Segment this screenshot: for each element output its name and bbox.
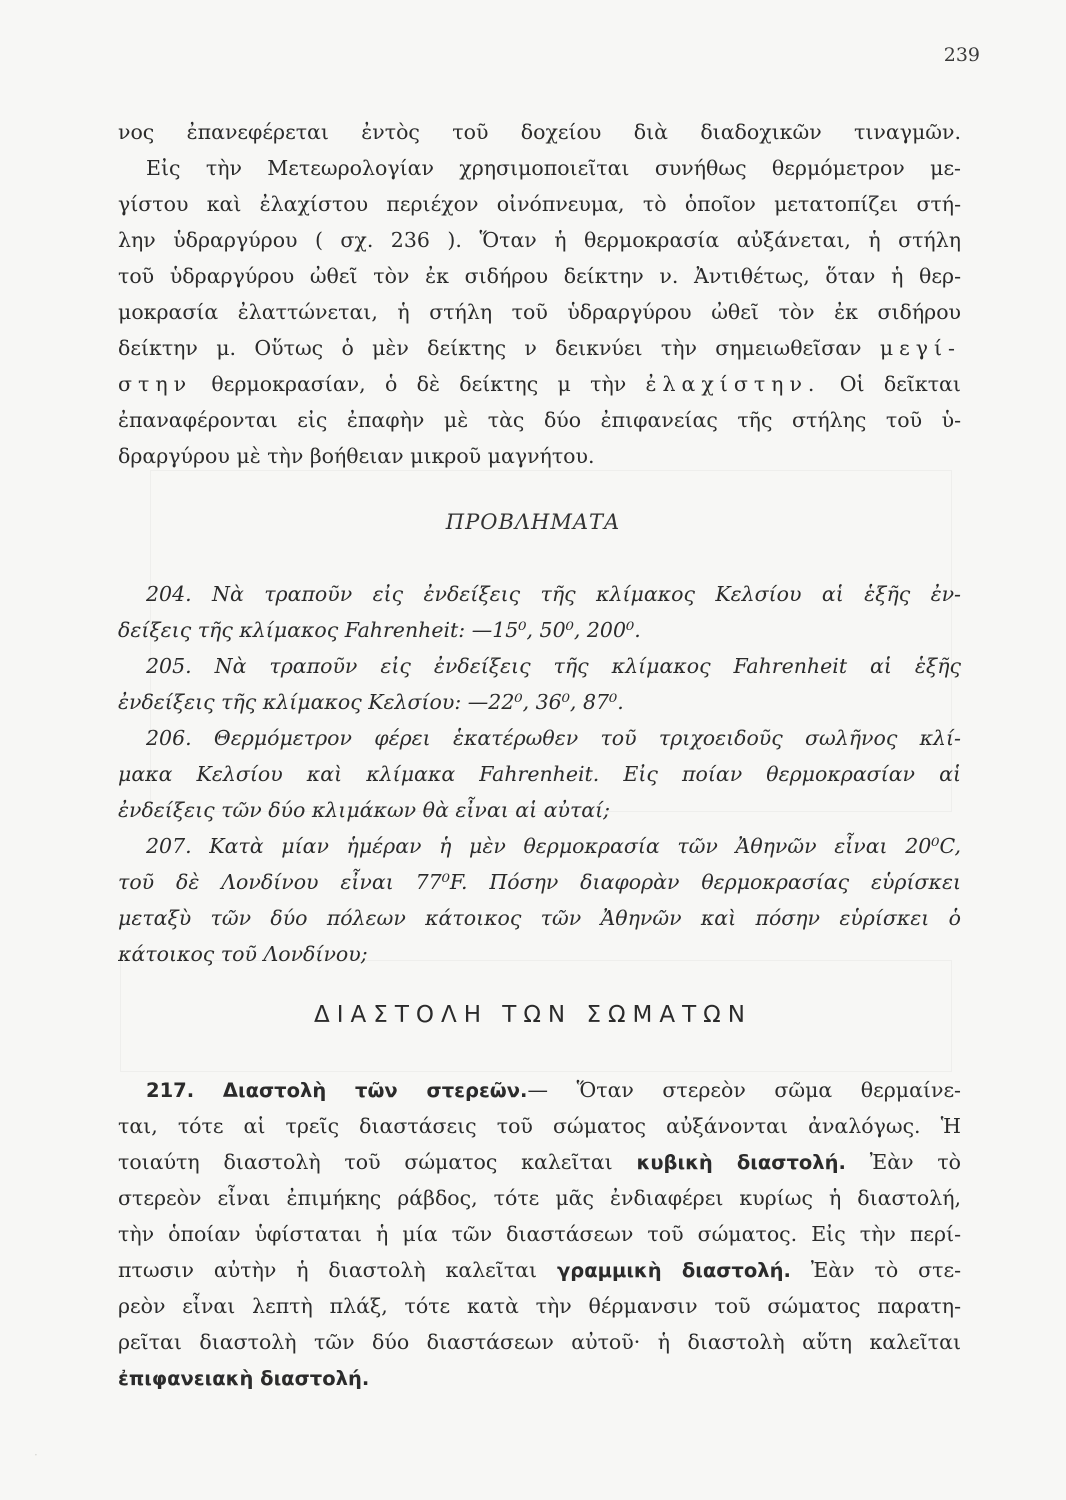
- text-line: [118, 1252, 961, 1288]
- text-line: τοῦ ὑδραργύρου ὠθεῖ τὸν ἐκ σιδήρου δείκτην ν. Ἀντιθέτως, ὅταν ἡ θερ-: [118, 264, 961, 288]
- term-bold: γραμμικὴ διαστολή.: [556, 1259, 791, 1282]
- intro-paragraph: [118, 114, 961, 474]
- section-heading: 217. Διαστολὴ τῶν στερεῶν.: [146, 1079, 528, 1102]
- problem-line: τοῦ δὲ Λονδίνου εἶναι 77⁰F. Πόσην διαφορὰν θερμοκρασίας εὑρίσκει: [118, 870, 961, 894]
- text-line: ρεῖται διαστολὴ τῶν δύο διαστάσεων αὐτοῦ· ἡ διαστολὴ αὕτη καλεῖται: [118, 1330, 961, 1354]
- text-line: ἐπαναφέρονται εἰς ἐπαφὴν μὲ τὰς δύο ἐπιφανείας τῆς στήλης τοῦ ὑ-: [118, 408, 961, 432]
- problem-line: ἐνδείξεις τῆς κλίμακος Κελσίου: —22⁰, 36⁰, 87⁰.: [118, 690, 624, 714]
- text-segment: — Ὅταν στερεὸν σῶμα θερμαίνε-: [527, 1078, 961, 1102]
- spaced-word: στην: [118, 372, 193, 396]
- text-segment: Ἐὰν τὸ στε-: [810, 1258, 961, 1282]
- text-segment: θερμοκρασίαν, ὁ δὲ δείκτης μ τὴν: [211, 372, 627, 396]
- spaced-word: μεγί-: [879, 336, 961, 360]
- text-line: ται, τότε αἱ τρεῖς διαστάσεις τοῦ σώματος αὐξάνονται ἀναλόγως. Ἡ: [118, 1114, 961, 1138]
- text-segment: τοιαύτη διαστολὴ τοῦ σώματος καλεῖται: [118, 1150, 613, 1174]
- text-segment: πτωσιν αὐτὴν ἡ διαστολὴ καλεῖται: [118, 1258, 538, 1282]
- problem-line: μεταξὺ τῶν δύο πόλεων κάτοικος τῶν Ἀθηνῶν καὶ πόσην εὑρίσκει ὁ: [118, 906, 961, 930]
- text-line: γίστου καὶ ἐλαχίστου περιέχον οἰνόπνευμα, τὸ ὁποῖον μετατοπίζει στή-: [118, 192, 961, 216]
- text-line: [118, 366, 961, 402]
- text-line: ρεὸν εἶναι λεπτὴ πλάξ, τότε κατὰ τὴν θέρμανσιν τοῦ σώματος παρατη-: [118, 1294, 961, 1318]
- term-bold: κυβικὴ διαστολή.: [636, 1151, 846, 1174]
- scan-artifact: ·: [34, 1448, 38, 1462]
- text-line: [118, 1144, 961, 1180]
- problems-heading: ΠΡΟΒΛΗΜΑΤΑ: [445, 510, 621, 534]
- problems-list: [118, 576, 961, 972]
- spaced-word: ἐλαχίστην.: [645, 372, 821, 396]
- page-number: 239: [943, 44, 980, 66]
- text-segment: Ἐὰν τὸ: [869, 1150, 961, 1174]
- problem-line: μακα Κελσίου καὶ κλίμακα Fahrenheit. Εἰς ποίαν θερμοκρασίαν αἱ: [118, 762, 961, 786]
- text-segment: Οἱ δεῖκται: [839, 372, 961, 396]
- problem-line: 206. Θερμόμετρον φέρει ἑκατέρωθεν τοῦ τριχοειδοῦς σωλῆνος κλί-: [146, 726, 961, 750]
- problem-line: ἐνδείξεις τῶν δύο κλιμάκων θὰ εἶναι αἱ αὐταί;: [118, 798, 611, 822]
- problem-line: 207. Κατὰ μίαν ἡμέραν ἡ μὲν θερμοκρασία τῶν Ἀθηνῶν εἶναι 20⁰C,: [146, 834, 961, 858]
- problem-line: κάτοικος τοῦ Λονδίνου;: [118, 942, 368, 966]
- text-segment: δείκτην μ. Οὕτως ὁ μὲν δείκτης ν δεικνύει τὴν σημειωθεῖσαν: [118, 336, 862, 360]
- text-line: τὴν ὁποίαν ὑφίσταται ἡ μία τῶν διαστάσεων τοῦ σώματος. Εἰς τὴν περί-: [118, 1222, 961, 1246]
- text-line: δραργύρου μὲ τὴν βοήθειαν μικροῦ μαγνήτου.: [118, 444, 595, 468]
- text-line: [118, 1360, 961, 1396]
- section-217: [118, 1072, 961, 1396]
- text-line: [118, 330, 961, 366]
- text-line: στερεὸν εἶναι ἐπιμήκης ράβδος, τότε μᾶς ἐνδιαφέρει κυρίως ἡ διαστολή,: [118, 1186, 961, 1210]
- text-line: νος ἐπανεφέρεται ἐντὸς τοῦ δοχείου διὰ διαδοχικῶν τιναγμῶν.: [118, 120, 961, 144]
- term-bold: ἐπιφανειακὴ διαστολή.: [118, 1367, 370, 1390]
- problem-line: 205. Νὰ τραποῦν εἰς ἐνδείξεις τῆς κλίμακος Fahrenheit αἱ ἑξῆς: [146, 654, 961, 678]
- text-line: [118, 1072, 961, 1108]
- text-line: Εἰς τὴν Μετεωρολογίαν χρησιμοποιεῖται συνήθως θερμόμετρον με-: [146, 156, 961, 180]
- problem-line: 204. Νὰ τραποῦν εἰς ἐνδείξεις τῆς κλίμακος Κελσίου αἱ ἑξῆς ἐν-: [146, 582, 961, 606]
- text-line: μοκρασία ἐλαττώνεται, ἡ στήλη τοῦ ὑδραργύρου ὠθεῖ τὸν ἐκ σιδήρου: [118, 300, 961, 324]
- chapter-title: ΔΙΑΣΤΟΛΗ ΤΩΝ ΣΩΜΑΤΩΝ: [314, 1002, 752, 1028]
- problem-line: δείξεις τῆς κλίμακος Fahrenheit: —15⁰, 50⁰, 200⁰.: [118, 618, 641, 642]
- text-line: λην ὑδραργύρου ( σχ. 236 ). Ὅταν ἡ θερμοκρασία αὐξάνεται, ἡ στήλη: [118, 228, 961, 252]
